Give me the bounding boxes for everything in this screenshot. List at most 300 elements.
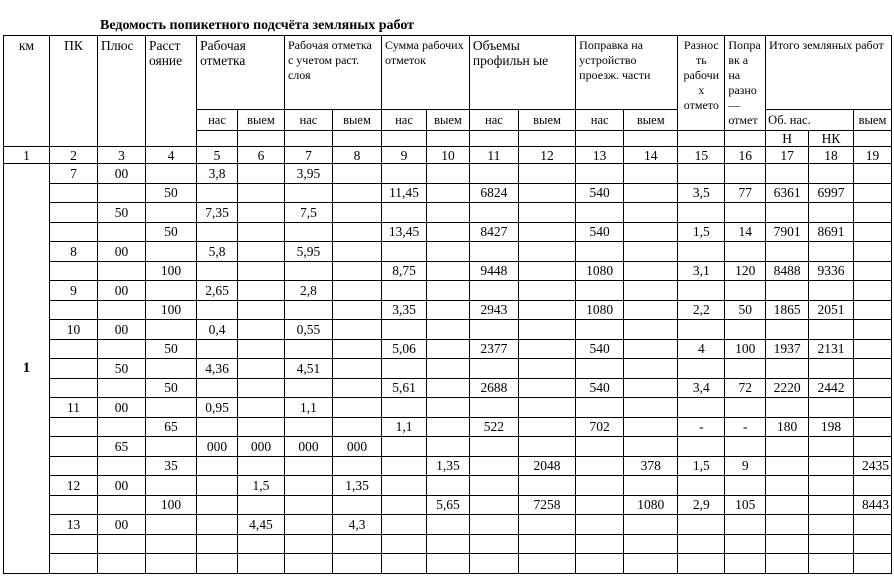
- table-cell: [97, 495, 145, 515]
- table-row: [4, 417, 892, 437]
- table-cell: 00: [97, 398, 145, 418]
- table-cell: [197, 534, 238, 554]
- table-cell: 1,35: [426, 456, 469, 476]
- header-pk: ПК: [49, 36, 97, 147]
- subheader-nk: НК: [809, 131, 854, 147]
- header-working-mark: Рабочая отметка: [197, 36, 285, 110]
- table-cell: [97, 534, 145, 554]
- table-cell: [284, 515, 332, 535]
- table-cell: [284, 417, 332, 437]
- header-total: Итого земляных работ: [766, 36, 892, 110]
- table-row: [4, 242, 892, 262]
- table-cell: 00: [97, 242, 145, 262]
- table-cell: [809, 534, 854, 554]
- table-cell: [518, 320, 575, 340]
- table-cell: [518, 222, 575, 242]
- table-cell: [197, 300, 238, 320]
- table-cell: [624, 222, 678, 242]
- table-cell: [518, 183, 575, 203]
- table-cell: [576, 203, 624, 223]
- table-cell: [576, 495, 624, 515]
- table-cell: [97, 300, 145, 320]
- column-number: 4: [146, 147, 197, 164]
- table-cell: 1,5: [678, 456, 725, 476]
- table-cell: [854, 300, 892, 320]
- table-cell: 5,8: [197, 242, 238, 262]
- table-cell: [197, 456, 238, 476]
- header-diff-marks: Разнос ть рабочи х отмето: [678, 36, 725, 131]
- table-cell: 11,45: [382, 183, 427, 203]
- table-cell: 5,65: [426, 495, 469, 515]
- table-cell: [332, 339, 381, 359]
- table-cell: [49, 300, 97, 320]
- table-cell: 105: [725, 495, 766, 515]
- table-row: [4, 320, 892, 340]
- table-cell: 7,35: [197, 203, 238, 223]
- table-cell: [624, 378, 678, 398]
- table-cell: [766, 281, 809, 301]
- table-cell: [426, 281, 469, 301]
- table-cell: [518, 359, 575, 379]
- table-cell: [518, 242, 575, 262]
- table-row: [4, 164, 892, 184]
- table-cell: 1,5: [678, 222, 725, 242]
- table-cell: [766, 437, 809, 457]
- table-cell: 3,1: [678, 261, 725, 281]
- table-cell: [854, 320, 892, 340]
- table-cell: [725, 398, 766, 418]
- table-cell: [49, 456, 97, 476]
- table-cell: [854, 417, 892, 437]
- table-cell: [284, 261, 332, 281]
- table-cell: [197, 222, 238, 242]
- table-cell: [678, 164, 725, 184]
- table-cell: [332, 378, 381, 398]
- table-cell: [518, 398, 575, 418]
- table-cell: 702: [576, 417, 624, 437]
- table-cell: [854, 222, 892, 242]
- table-cell: 100: [146, 495, 197, 515]
- table-cell: [624, 534, 678, 554]
- table-cell: 3,4: [678, 378, 725, 398]
- table-cell: 00: [97, 164, 145, 184]
- header-correction-diff: Попра вк а на разно — отмет: [725, 36, 766, 131]
- table-cell: 50: [146, 339, 197, 359]
- table-cell: 50: [146, 222, 197, 242]
- table-cell: [97, 261, 145, 281]
- table-cell: 13,45: [382, 222, 427, 242]
- table-cell: [284, 534, 332, 554]
- table-cell: [97, 456, 145, 476]
- table-cell: [426, 534, 469, 554]
- table-cell: 1865: [766, 300, 809, 320]
- table-row: [4, 183, 892, 203]
- column-number: 13: [576, 147, 624, 164]
- table-cell: [382, 281, 427, 301]
- table-cell: [197, 495, 238, 515]
- table-cell: [237, 320, 284, 340]
- table-cell: [725, 476, 766, 496]
- table-cell: [284, 339, 332, 359]
- table-cell: [809, 242, 854, 262]
- column-number: 2: [49, 147, 97, 164]
- table-cell: [678, 359, 725, 379]
- table-cell: [725, 437, 766, 457]
- subheader-vyem: выем: [624, 110, 678, 131]
- table-cell: [518, 281, 575, 301]
- table-cell: [766, 476, 809, 496]
- table-cell: [382, 515, 427, 535]
- table-cell: [197, 339, 238, 359]
- table-cell: [146, 320, 197, 340]
- table-cell: [426, 261, 469, 281]
- table-cell: 2051: [809, 300, 854, 320]
- table-cell: [426, 203, 469, 223]
- table-row: [4, 281, 892, 301]
- table-cell: 2,9: [678, 495, 725, 515]
- table-cell: 3,95: [284, 164, 332, 184]
- column-number: 19: [854, 147, 892, 164]
- table-cell: [678, 534, 725, 554]
- table-cell: [97, 378, 145, 398]
- subheader-vyem: выем: [332, 110, 381, 131]
- column-number: 6: [237, 147, 284, 164]
- table-cell: [426, 320, 469, 340]
- table-cell: [426, 359, 469, 379]
- table-row: [4, 554, 892, 574]
- table-cell: [332, 495, 381, 515]
- subheader-nas: нас: [382, 110, 427, 131]
- table-cell: [332, 320, 381, 340]
- table-cell: 77: [725, 183, 766, 203]
- table-cell: [624, 515, 678, 535]
- table-cell: 50: [146, 183, 197, 203]
- table-cell: [766, 164, 809, 184]
- table-cell: [854, 261, 892, 281]
- table-cell: [49, 534, 97, 554]
- table-cell: 72: [725, 378, 766, 398]
- column-number: 7: [284, 147, 332, 164]
- table-cell: 8,75: [382, 261, 427, 281]
- table-cell: [725, 242, 766, 262]
- table-cell: [332, 261, 381, 281]
- table-cell: 65: [146, 417, 197, 437]
- table-cell: [576, 398, 624, 418]
- table-cell: [518, 378, 575, 398]
- header-working-mark-adjusted: Рабочая отметка с учетом раст. слоя: [284, 36, 381, 110]
- table-cell: [469, 203, 518, 223]
- table-cell: 1,1: [382, 417, 427, 437]
- table-cell: [146, 359, 197, 379]
- table-cell: [766, 203, 809, 223]
- subheader-vyem: выем: [854, 110, 892, 131]
- table-cell: 1,5: [237, 476, 284, 496]
- table-cell: [518, 476, 575, 496]
- table-cell: [469, 281, 518, 301]
- table-cell: 9336: [809, 261, 854, 281]
- table-cell: [426, 554, 469, 574]
- table-cell: [382, 495, 427, 515]
- table-cell: 7258: [518, 495, 575, 515]
- table-cell: [766, 495, 809, 515]
- table-cell: [854, 183, 892, 203]
- table-cell: [332, 398, 381, 418]
- table-cell: -: [678, 417, 725, 437]
- table-cell: [469, 359, 518, 379]
- subheader-vyem: выем: [426, 110, 469, 131]
- table-cell: 9448: [469, 261, 518, 281]
- table-cell: [382, 398, 427, 418]
- table-cell: [624, 554, 678, 574]
- table-cell: [809, 515, 854, 535]
- table-cell: [576, 242, 624, 262]
- table-cell: [332, 554, 381, 574]
- table-cell: [576, 456, 624, 476]
- table-cell: [382, 164, 427, 184]
- table-cell: [97, 339, 145, 359]
- table-cell: [197, 417, 238, 437]
- table-cell: 2,8: [284, 281, 332, 301]
- table-cell: [576, 164, 624, 184]
- table-cell: [382, 476, 427, 496]
- table-cell: 2377: [469, 339, 518, 359]
- table-cell: [518, 515, 575, 535]
- table-cell: [146, 476, 197, 496]
- table-cell: [237, 281, 284, 301]
- table-cell: 8443: [854, 495, 892, 515]
- table-cell: [382, 320, 427, 340]
- table-cell: [284, 456, 332, 476]
- table-cell: [766, 242, 809, 262]
- table-cell: [725, 203, 766, 223]
- table-cell: [146, 437, 197, 457]
- table-cell: [624, 183, 678, 203]
- table-cell: 120: [725, 261, 766, 281]
- subheader-n: Н: [766, 131, 809, 147]
- table-cell: [809, 476, 854, 496]
- table-cell: [49, 359, 97, 379]
- table-cell: [854, 476, 892, 496]
- table-cell: [146, 398, 197, 418]
- table-cell: 4,51: [284, 359, 332, 379]
- table-cell: [97, 554, 145, 574]
- table-cell: 3,8: [197, 164, 238, 184]
- table-cell: [197, 183, 238, 203]
- table-cell: [382, 359, 427, 379]
- table-cell: [382, 554, 427, 574]
- table-cell: [197, 476, 238, 496]
- table-cell: 4: [678, 339, 725, 359]
- table-cell: [518, 300, 575, 320]
- table-cell: 000: [237, 437, 284, 457]
- table-cell: 4,3: [332, 515, 381, 535]
- table-cell: [576, 281, 624, 301]
- table-cell: 100: [725, 339, 766, 359]
- km-cell: 1: [4, 164, 50, 574]
- table-cell: [284, 300, 332, 320]
- header-plus: Плюс: [97, 36, 145, 147]
- column-number: 16: [725, 147, 766, 164]
- table-cell: [49, 203, 97, 223]
- table-cell: [49, 437, 97, 457]
- table-cell: 65: [97, 437, 145, 457]
- table-cell: 540: [576, 339, 624, 359]
- table-cell: 6361: [766, 183, 809, 203]
- table-cell: [426, 417, 469, 437]
- table-cell: [854, 242, 892, 262]
- table-cell: [624, 261, 678, 281]
- table-cell: 540: [576, 183, 624, 203]
- table-cell: [426, 339, 469, 359]
- table-cell: [469, 320, 518, 340]
- table-cell: [469, 437, 518, 457]
- table-cell: 378: [624, 456, 678, 476]
- table-cell: [518, 339, 575, 359]
- table-cell: [678, 515, 725, 535]
- table-row: [4, 300, 892, 320]
- table-cell: [809, 495, 854, 515]
- table-cell: [237, 222, 284, 242]
- table-cell: 6824: [469, 183, 518, 203]
- table-cell: [237, 534, 284, 554]
- table-cell: [469, 534, 518, 554]
- column-number: 15: [678, 147, 725, 164]
- table-cell: [766, 398, 809, 418]
- table-cell: 2,2: [678, 300, 725, 320]
- table-cell: 7,5: [284, 203, 332, 223]
- table-cell: 35: [146, 456, 197, 476]
- table-cell: 11: [49, 398, 97, 418]
- table-cell: [725, 554, 766, 574]
- table-cell: 10: [49, 320, 97, 340]
- earthworks-table: [3, 35, 892, 574]
- table-cell: 522: [469, 417, 518, 437]
- table-cell: [809, 456, 854, 476]
- table-cell: [469, 554, 518, 574]
- table-cell: 1080: [576, 300, 624, 320]
- table-cell: [237, 359, 284, 379]
- table-cell: 3,35: [382, 300, 427, 320]
- table-cell: [426, 222, 469, 242]
- table-cell: [426, 476, 469, 496]
- header-sum-marks: Сумма рабочих отметок: [382, 36, 470, 110]
- table-row: [4, 359, 892, 379]
- table-cell: 00: [97, 320, 145, 340]
- column-number: 11: [469, 147, 518, 164]
- table-cell: [766, 534, 809, 554]
- table-cell: 198: [809, 417, 854, 437]
- table-cell: [49, 339, 97, 359]
- table-cell: 8488: [766, 261, 809, 281]
- table-cell: 1,1: [284, 398, 332, 418]
- table-cell: [237, 554, 284, 574]
- table-cell: 1,35: [332, 476, 381, 496]
- column-number: 3: [97, 147, 145, 164]
- table-cell: [284, 476, 332, 496]
- table-cell: [284, 554, 332, 574]
- table-cell: [284, 222, 332, 242]
- table-cell: [426, 300, 469, 320]
- table-cell: 2220: [766, 378, 809, 398]
- table-cell: [624, 417, 678, 437]
- table-cell: [146, 203, 197, 223]
- table-cell: [237, 378, 284, 398]
- table-cell: 14: [725, 222, 766, 242]
- table-cell: [97, 183, 145, 203]
- table-cell: [146, 534, 197, 554]
- table-cell: 00: [97, 515, 145, 535]
- column-number: 1: [4, 147, 50, 164]
- table-cell: [426, 164, 469, 184]
- table-row: [4, 495, 892, 515]
- table-cell: [237, 495, 284, 515]
- table-cell: [576, 359, 624, 379]
- table-cell: [146, 281, 197, 301]
- table-cell: [469, 495, 518, 515]
- table-cell: 12: [49, 476, 97, 496]
- table-cell: [624, 164, 678, 184]
- table-cell: [49, 261, 97, 281]
- table-cell: [624, 300, 678, 320]
- table-cell: [576, 554, 624, 574]
- table-cell: 5,06: [382, 339, 427, 359]
- table-cell: 7: [49, 164, 97, 184]
- subheader-vyem: выем: [518, 110, 575, 131]
- table-cell: [624, 398, 678, 418]
- table-cell: [426, 398, 469, 418]
- table-cell: [237, 339, 284, 359]
- table-cell: [49, 495, 97, 515]
- table-cell: [678, 554, 725, 574]
- table-row: [4, 476, 892, 496]
- table-row: [4, 339, 892, 359]
- table-cell: 2442: [809, 378, 854, 398]
- table-cell: [426, 437, 469, 457]
- table-cell: [49, 554, 97, 574]
- table-cell: 2688: [469, 378, 518, 398]
- table-cell: [678, 398, 725, 418]
- column-number: 9: [382, 147, 427, 164]
- column-number: 14: [624, 147, 678, 164]
- table-cell: [469, 515, 518, 535]
- table-row: [4, 203, 892, 223]
- table-cell: [237, 398, 284, 418]
- table-cell: 1080: [576, 261, 624, 281]
- table-cell: 8691: [809, 222, 854, 242]
- table-cell: [624, 203, 678, 223]
- table-cell: 180: [766, 417, 809, 437]
- table-cell: [809, 398, 854, 418]
- table-cell: 3,5: [678, 183, 725, 203]
- table-cell: [284, 183, 332, 203]
- table-cell: [854, 339, 892, 359]
- header-km: км: [4, 36, 50, 147]
- table-cell: 8427: [469, 222, 518, 242]
- column-number: 17: [766, 147, 809, 164]
- table-cell: [332, 300, 381, 320]
- table-cell: [426, 183, 469, 203]
- table-cell: 13: [49, 515, 97, 535]
- table-cell: 540: [576, 222, 624, 242]
- table-cell: 50: [97, 203, 145, 223]
- table-cell: 00: [97, 476, 145, 496]
- table-cell: 2,65: [197, 281, 238, 301]
- table-cell: 0,4: [197, 320, 238, 340]
- table-cell: [97, 417, 145, 437]
- table-row: [4, 456, 892, 476]
- subheader-vyem: выем: [237, 110, 284, 131]
- table-cell: [809, 203, 854, 223]
